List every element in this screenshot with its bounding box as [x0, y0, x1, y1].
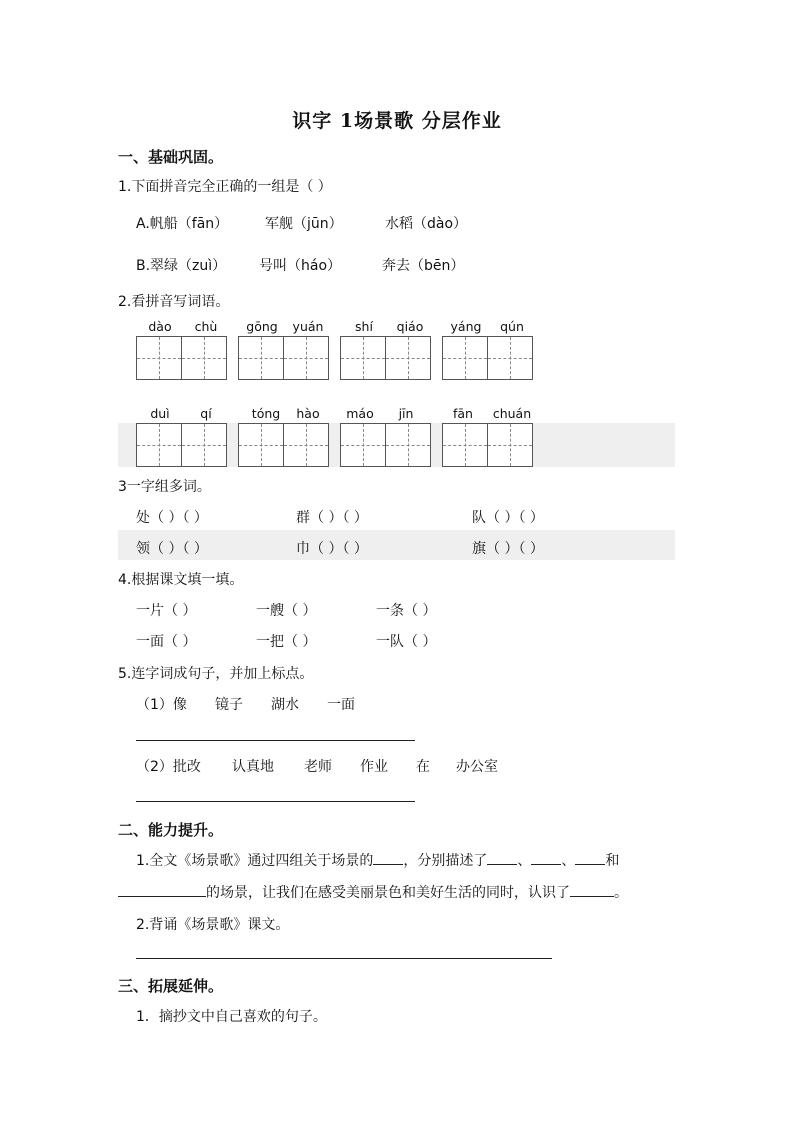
- q3-word-1[interactable]: 处（ ）（ ）: [136, 510, 208, 526]
- q1-option-b-1: B.翠绿（zuì）: [136, 258, 227, 274]
- q4-item-2[interactable]: 一艘（ ）: [256, 603, 317, 619]
- writing-grid-8[interactable]: [442, 423, 533, 467]
- pinyin-label: gōng: [246, 319, 278, 334]
- writing-grid-6[interactable]: [238, 423, 329, 467]
- pinyin-label: hào: [296, 406, 320, 421]
- pinyin-label: yáng: [450, 319, 482, 334]
- q4-item-5[interactable]: 一把（ ）: [256, 634, 317, 650]
- answer-line[interactable]: [136, 740, 415, 741]
- q4-stem: 4.根据课文填一填。: [118, 572, 244, 588]
- fill-blank[interactable]: [531, 850, 561, 865]
- s2-q1-line1: [136, 850, 619, 870]
- fill-blank[interactable]: [575, 850, 605, 865]
- s2-q1-text: 。: [614, 885, 628, 901]
- q1-option-b-3: 奔去（bēn）: [382, 258, 465, 274]
- q1-option-a-3: 水稻（dào）: [385, 216, 468, 232]
- pinyin-label: chuán: [492, 406, 532, 421]
- s2-q1-text: ，分别描述了: [403, 853, 488, 869]
- pinyin-label: tóng: [251, 406, 281, 421]
- pinyin-label: qiáo: [396, 319, 424, 334]
- writing-grid-4[interactable]: [442, 336, 533, 380]
- pinyin-label: máo: [346, 406, 374, 421]
- pinyin-label: chù: [194, 319, 218, 334]
- s2-q1-text: 的场景，让我们在感受美丽景色和美好生活的同时，认识了: [206, 885, 570, 901]
- pinyin-label: yuán: [292, 319, 324, 334]
- s2-q2: 2.背诵《场景歌》课文。: [136, 917, 290, 933]
- pinyin-label: qún: [500, 319, 524, 334]
- fill-blank[interactable]: [487, 850, 517, 865]
- pinyin-label: duì: [150, 406, 170, 421]
- q1-option-a-1: A.帆船（fān）: [136, 216, 229, 232]
- s2-q1-line2: [118, 882, 628, 902]
- q2-stem: 2.看拼音写词语。: [118, 294, 230, 310]
- section-heading-improve: 二、能力提升。: [118, 821, 224, 839]
- writing-grid-2[interactable]: [238, 336, 329, 380]
- q3-word-5[interactable]: 巾（ ）（ ）: [296, 541, 368, 557]
- writing-grid-3[interactable]: [340, 336, 431, 380]
- fill-blank[interactable]: [373, 850, 403, 865]
- q4-item-3[interactable]: 一条（ ）: [376, 603, 437, 619]
- page-title: 识字 1场景歌 分层作业: [292, 110, 502, 132]
- pinyin-label: qí: [200, 406, 212, 421]
- q5-s1-word: （1）像: [136, 697, 187, 713]
- q5-s1-word: 湖水: [271, 697, 299, 713]
- q3-stem: 3一字组多词。: [118, 479, 211, 495]
- q5-s2-word: 办公室: [456, 759, 498, 775]
- answer-line[interactable]: [136, 801, 415, 802]
- q5-s2-word: 老师: [304, 759, 332, 775]
- q3-word-2[interactable]: 群（ ）（ ）: [296, 510, 368, 526]
- fill-blank[interactable]: [570, 882, 614, 897]
- q5-s2-word: 认真地: [232, 759, 274, 775]
- q3-word-4[interactable]: 领（ ）（ ）: [136, 541, 208, 557]
- q1-option-a-2: 军舰（jūn）: [265, 216, 343, 232]
- q4-item-1[interactable]: 一片（ ）: [136, 603, 197, 619]
- q5-stem: 5.连字词成句子，并加上标点。: [118, 666, 314, 682]
- q5-s1-word: 镜子: [215, 697, 243, 713]
- q1-stem: 1.下面拼音完全正确的一组是（ ）: [118, 179, 332, 195]
- pinyin-label: dào: [148, 319, 172, 334]
- pinyin-label: fān: [453, 406, 473, 421]
- section-heading-extend: 三、拓展延伸。: [118, 977, 224, 995]
- q4-item-6[interactable]: 一队（ ）: [376, 634, 437, 650]
- s2-q1-text: 、: [517, 853, 532, 869]
- q4-item-4[interactable]: 一面（ ）: [136, 634, 197, 650]
- q3-word-3[interactable]: 队（ ）（ ）: [472, 510, 544, 526]
- s2-q1-text: 和: [605, 853, 620, 869]
- s3-q1: 1．摘抄文中自己喜欢的句子。: [136, 1009, 327, 1025]
- q5-s2-word: （2）批改: [136, 759, 201, 775]
- pinyin-label: shí: [355, 319, 373, 334]
- q5-s1-word: 一面: [327, 697, 355, 713]
- q5-s2-word: 作业: [360, 759, 388, 775]
- s2-q1-text: 1.全文《场景歌》通过四组关于场景的: [136, 853, 374, 869]
- q5-s2-word: 在: [416, 759, 430, 775]
- q3-word-6[interactable]: 旗（ ）（ ）: [472, 541, 544, 557]
- section-heading-basics: 一、基础巩固。: [118, 148, 224, 166]
- writing-grid-1[interactable]: [136, 336, 227, 380]
- pinyin-label: jīn: [398, 406, 414, 421]
- writing-grid-7[interactable]: [340, 423, 431, 467]
- fill-blank[interactable]: [118, 882, 206, 897]
- s2-q1-text: 、: [561, 853, 576, 869]
- answer-line[interactable]: [136, 958, 552, 959]
- q1-option-b-2: 号叫（háo）: [259, 258, 342, 274]
- writing-grid-5[interactable]: [136, 423, 227, 467]
